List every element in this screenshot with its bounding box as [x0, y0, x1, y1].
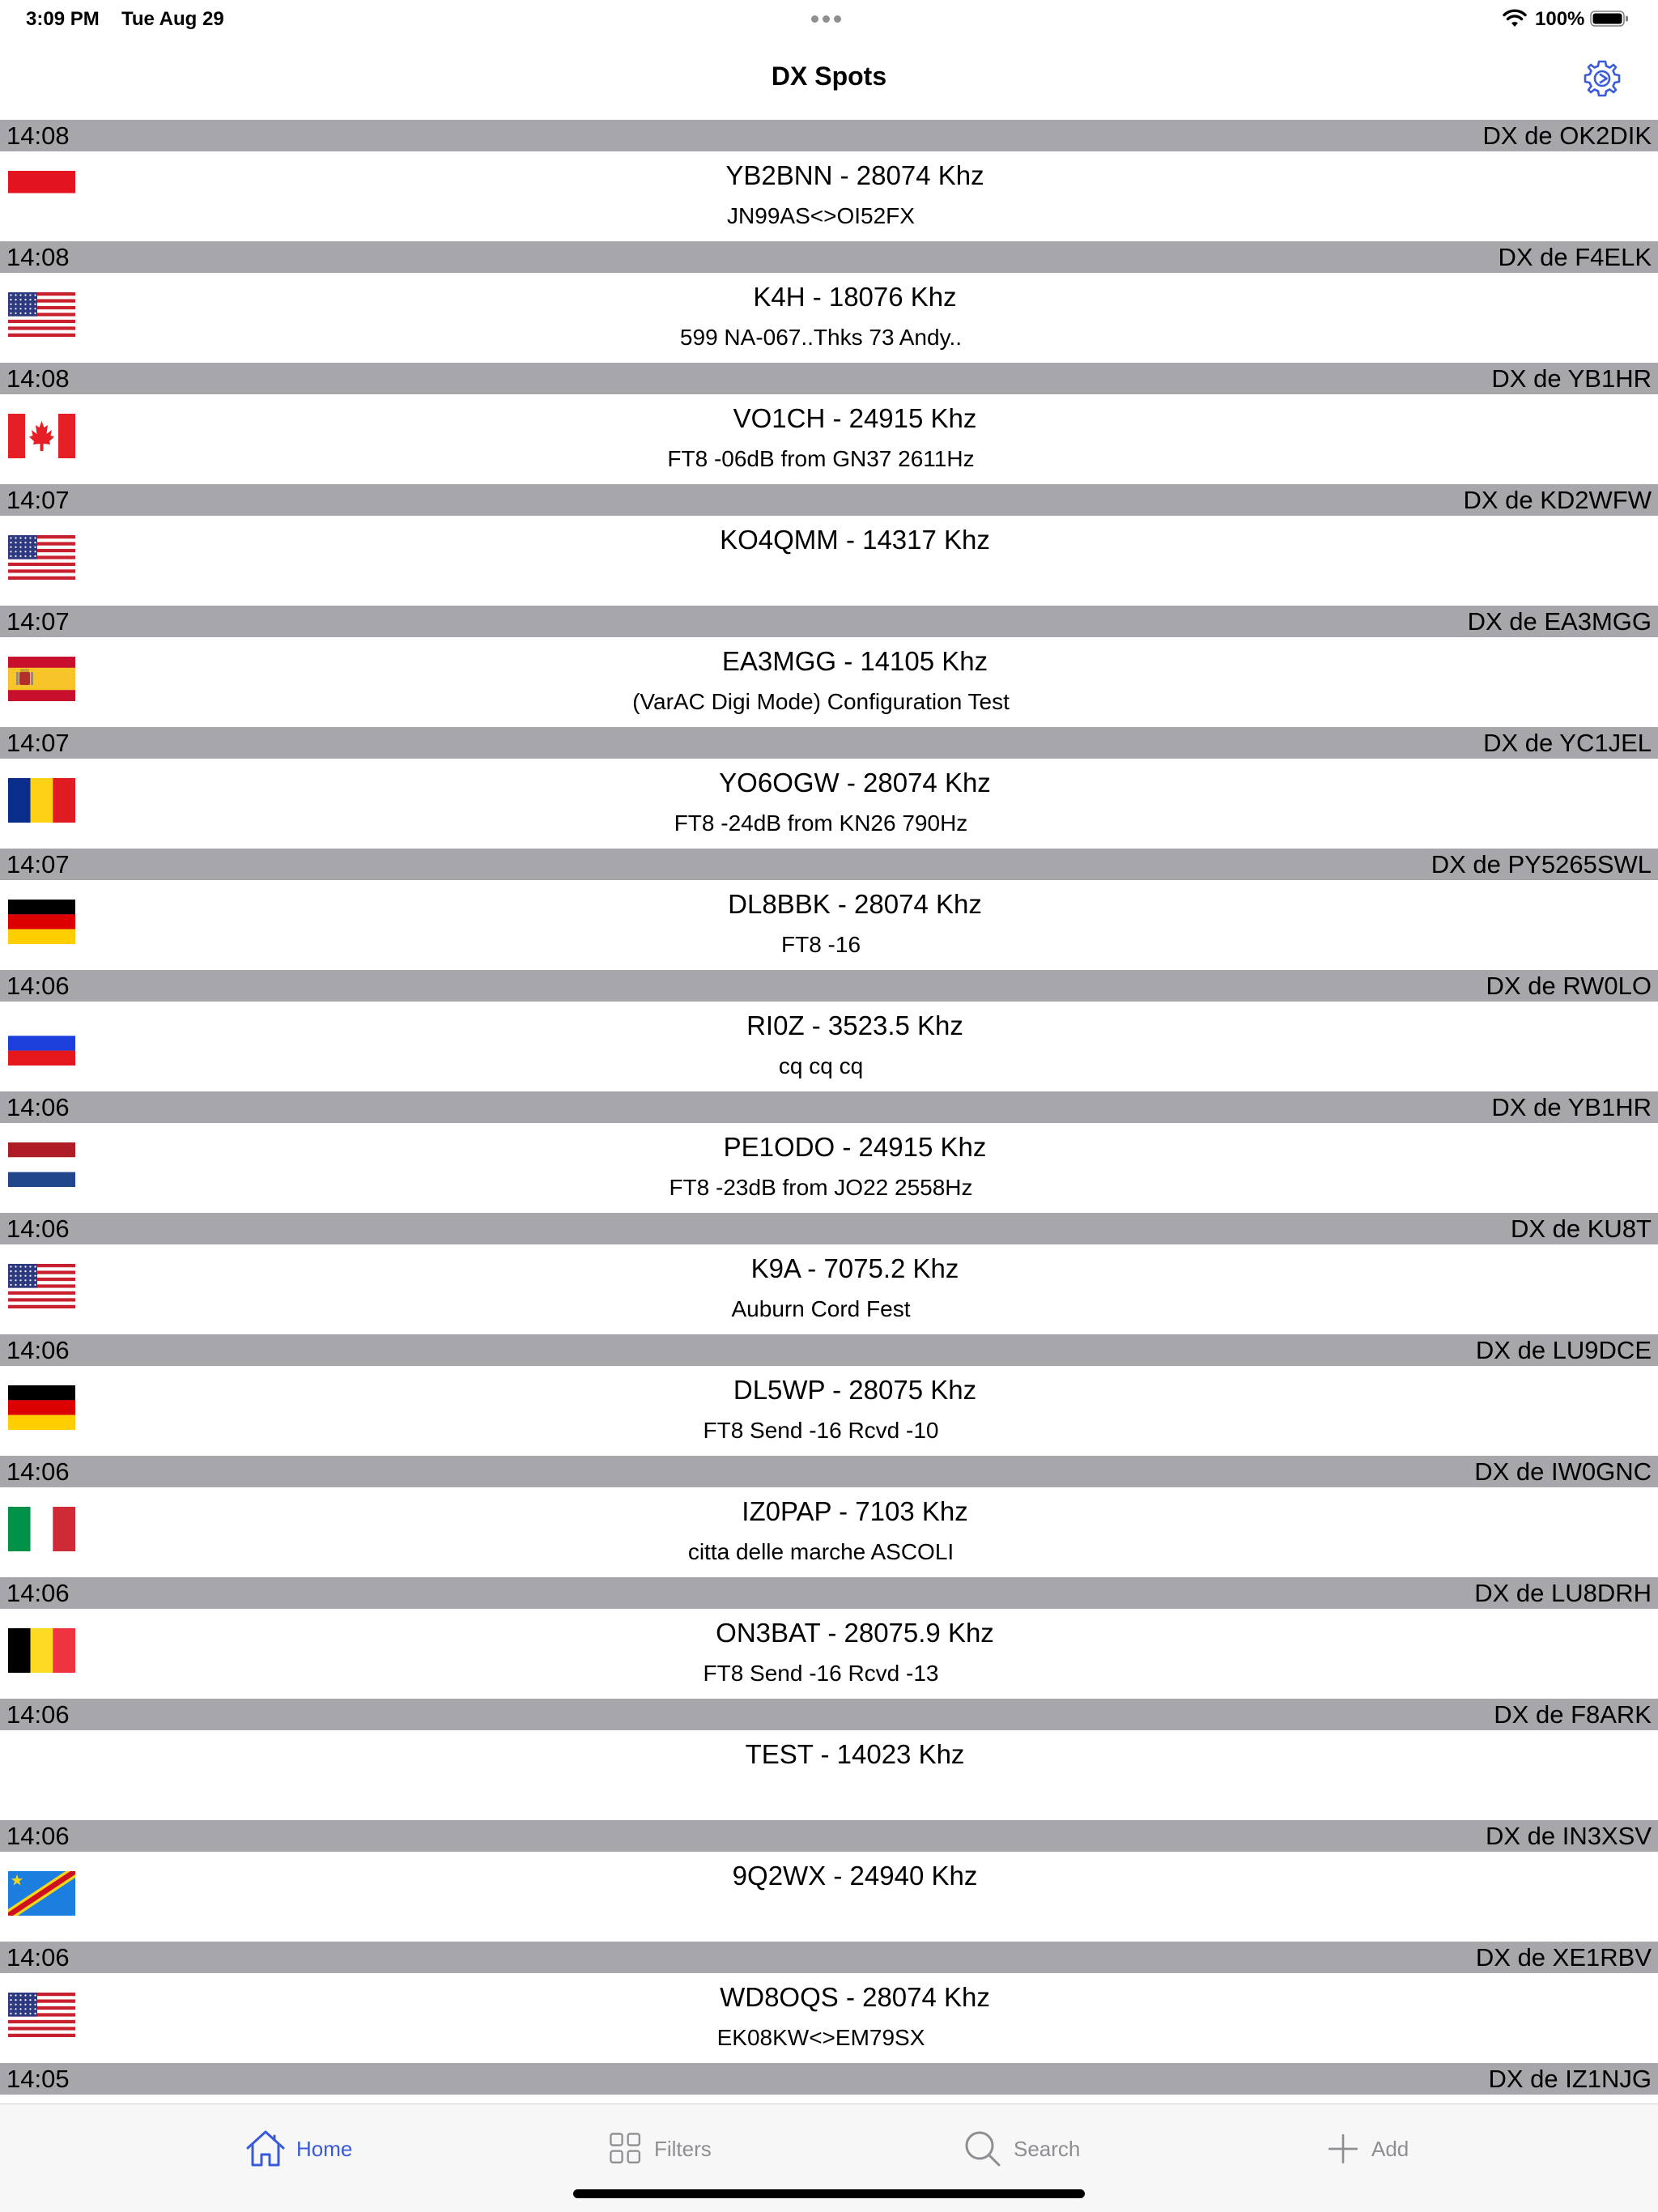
grid-icon	[607, 2130, 644, 2167]
spot-time: 14:05	[6, 2065, 70, 2093]
spot-header	[0, 970, 1658, 1002]
dx-callsign-frequency: PE1ODO - 24915 Khz	[723, 1132, 987, 1162]
spot-header	[0, 120, 1658, 151]
spot-header	[0, 1456, 1658, 1487]
spot-row[interactable]	[0, 363, 1658, 484]
spot-header	[0, 241, 1658, 273]
plus-icon	[1324, 2130, 1362, 2167]
spot-comment: FT8 -23dB from JO22 2558Hz	[669, 1175, 973, 1200]
spot-time: 14:06	[6, 1093, 70, 1121]
battery-percentage: 100%	[1535, 8, 1585, 30]
spot-header	[0, 1577, 1658, 1609]
spot-header	[0, 1091, 1658, 1123]
dx-callsign-frequency: DL5WP - 28075 Khz	[733, 1375, 977, 1405]
spotter-callsign: DX de F4ELK	[1498, 243, 1652, 271]
spot-body[interactable]	[0, 637, 1658, 727]
spot-comment: (VarAC Digi Mode) Configuration Test	[632, 689, 1010, 714]
spot-row[interactable]	[0, 1456, 1658, 1577]
spot-row[interactable]	[0, 849, 1658, 970]
spot-time: 14:06	[6, 1336, 70, 1364]
spot-time: 14:06	[6, 1943, 70, 1972]
tab-search-label: Search	[1014, 2136, 1081, 2161]
spot-comment: FT8 Send -16 Rcvd -10	[703, 1418, 939, 1443]
spot-time: 14:07	[6, 486, 70, 514]
tab-home-label: Home	[296, 2136, 353, 2161]
spot-time: 14:06	[6, 1700, 70, 1729]
spot-row[interactable]	[0, 970, 1658, 1091]
spot-body[interactable]	[0, 1852, 1658, 1942]
spot-time: 14:08	[6, 364, 70, 393]
spotter-callsign: DX de IZ1NJG	[1488, 2065, 1652, 2093]
dx-callsign-frequency: YO6OGW - 28074 Khz	[719, 768, 991, 798]
spot-comment: FT8 -16	[780, 932, 861, 957]
tab-add-label: Add	[1371, 2136, 1409, 2161]
spot-time: 14:06	[6, 1579, 70, 1607]
spot-body[interactable]	[0, 880, 1658, 970]
spot-comment: EK08KW<>EM79SX	[716, 2025, 925, 2050]
spotter-callsign: DX de IN3XSV	[1485, 1822, 1652, 1850]
spot-row[interactable]	[0, 1334, 1658, 1456]
dx-callsign-frequency: IZ0PAP - 7103 Khz	[742, 1496, 968, 1526]
dx-callsign-frequency: TEST - 14023 Khz	[745, 1739, 965, 1769]
dx-callsign-frequency: VO1CH - 24915 Khz	[733, 403, 977, 433]
page-title: DX Spots	[771, 62, 887, 91]
tab-search[interactable]	[962, 2129, 1080, 2169]
spot-comment: Auburn Cord Fest	[731, 1296, 911, 1321]
spot-body[interactable]	[0, 1973, 1658, 2063]
spotter-callsign: DX de LU9DCE	[1475, 1336, 1652, 1364]
search-icon	[962, 2128, 1004, 2170]
tab-home[interactable]	[244, 2129, 352, 2169]
spot-time: 14:06	[6, 972, 70, 1000]
spot-comment: 599 NA-067..Thks 73 Andy..	[679, 325, 963, 350]
spot-header	[0, 1334, 1658, 1366]
spot-row[interactable]	[0, 2063, 1658, 2095]
spot-time: 14:06	[6, 1457, 70, 1486]
home-indicator[interactable]	[573, 2189, 1085, 2198]
dx-callsign-frequency: K4H - 18076 Khz	[753, 282, 957, 312]
spot-row[interactable]	[0, 727, 1658, 849]
spotter-callsign: DX de YB1HR	[1491, 364, 1652, 393]
spotter-callsign: DX de YB1HR	[1491, 1093, 1652, 1121]
spot-row[interactable]	[0, 1942, 1658, 2063]
spotter-callsign: DX de IW0GNC	[1474, 1457, 1652, 1486]
dx-callsign-frequency: YB2BNN - 28074 Khz	[725, 160, 984, 190]
spot-header	[0, 1213, 1658, 1244]
spotter-callsign: DX de F8ARK	[1494, 1700, 1652, 1729]
dx-callsign-frequency: WD8OQS - 28074 Khz	[720, 1982, 990, 2012]
spot-body[interactable]	[0, 1244, 1658, 1334]
spotter-callsign: DX de LU8DRH	[1474, 1579, 1652, 1607]
tab-filters-label: Filters	[654, 2136, 712, 2161]
spot-body[interactable]	[0, 759, 1658, 849]
spot-body[interactable]	[0, 1609, 1658, 1699]
status-time: 3:09 PM	[26, 8, 100, 30]
spot-header	[0, 363, 1658, 394]
spot-body[interactable]	[0, 1123, 1658, 1213]
spot-header	[0, 1942, 1658, 1973]
dx-callsign-frequency: KO4QMM - 14317 Khz	[720, 525, 990, 555]
spot-body[interactable]	[0, 151, 1658, 241]
navigation-bar	[0, 37, 1658, 120]
spot-header	[0, 1699, 1658, 1730]
spot-time: 14:07	[6, 729, 70, 757]
spot-time: 14:07	[6, 850, 70, 878]
spot-row[interactable]	[0, 1577, 1658, 1699]
spotter-callsign: DX de OK2DIK	[1482, 121, 1652, 150]
spot-row[interactable]	[0, 1820, 1658, 1942]
dx-callsign-frequency: 9Q2WX - 24940 Khz	[732, 1861, 978, 1891]
spotter-callsign: DX de XE1RBV	[1475, 1943, 1652, 1972]
spot-header	[0, 484, 1658, 516]
spotter-callsign: DX de KU8T	[1510, 1214, 1652, 1243]
dx-callsign-frequency: RI0Z - 3523.5 Khz	[746, 1010, 963, 1040]
spot-body[interactable]	[0, 516, 1658, 606]
multitasking-dots-icon[interactable]	[811, 15, 841, 23]
spot-row[interactable]	[0, 1091, 1658, 1213]
gear-icon[interactable]	[1582, 58, 1622, 99]
spot-comment: cq cq cq	[778, 1053, 864, 1078]
spot-time: 14:08	[6, 243, 70, 271]
home-icon	[244, 2128, 287, 2170]
spot-body[interactable]	[0, 1730, 1658, 1820]
spot-header	[0, 1820, 1658, 1852]
spot-header	[0, 606, 1658, 637]
dx-callsign-frequency: EA3MGG - 14105 Khz	[721, 646, 988, 676]
spot-body[interactable]	[0, 1366, 1658, 1456]
spot-header	[0, 2063, 1658, 2095]
status-bar	[0, 0, 1658, 37]
tab-add[interactable]	[1324, 2129, 1409, 2169]
spot-time: 14:06	[6, 1214, 70, 1243]
spot-comment: JN99AS<>OI52FX	[727, 203, 915, 228]
spot-time: 14:06	[6, 1822, 70, 1850]
spot-row[interactable]	[0, 484, 1658, 606]
spotter-callsign: DX de KD2WFW	[1463, 486, 1652, 514]
spot-body[interactable]	[0, 1002, 1658, 1091]
spot-row[interactable]	[0, 606, 1658, 727]
spot-comment: citta delle marche ASCOLI	[687, 1539, 954, 1564]
spot-comment: FT8 -06dB from GN37 2611Hz	[667, 446, 975, 471]
spot-row[interactable]	[0, 1699, 1658, 1820]
spot-list[interactable]	[0, 120, 1658, 2104]
spotter-callsign: DX de YC1JEL	[1483, 729, 1652, 757]
dx-callsign-frequency: ON3BAT - 28075.9 Khz	[716, 1618, 994, 1648]
battery-icon	[1590, 11, 1629, 27]
spotter-callsign: DX de RW0LO	[1486, 972, 1652, 1000]
spot-body[interactable]	[0, 273, 1658, 363]
status-date: Tue Aug 29	[121, 8, 224, 30]
dx-callsign-frequency: DL8BBK - 28074 Khz	[728, 889, 982, 919]
dx-callsign-frequency: K9A - 7075.2 Khz	[750, 1253, 959, 1283]
spot-body[interactable]	[0, 394, 1658, 484]
spot-time: 14:08	[6, 121, 70, 150]
spotter-callsign: DX de PY5265SWL	[1431, 850, 1652, 878]
spot-header	[0, 727, 1658, 759]
spot-row[interactable]	[0, 241, 1658, 363]
spotter-callsign: DX de EA3MGG	[1467, 607, 1652, 636]
tab-filters[interactable]	[607, 2129, 712, 2169]
spot-row[interactable]	[0, 1213, 1658, 1334]
spot-row[interactable]	[0, 120, 1658, 241]
wifi-icon	[1503, 9, 1527, 28]
spot-comment: FT8 -24dB from KN26 790Hz	[674, 810, 968, 836]
spot-body[interactable]	[0, 1487, 1658, 1577]
spot-comment: FT8 Send -16 Rcvd -13	[703, 1661, 939, 1686]
spot-header	[0, 849, 1658, 880]
spot-time: 14:07	[6, 607, 70, 636]
